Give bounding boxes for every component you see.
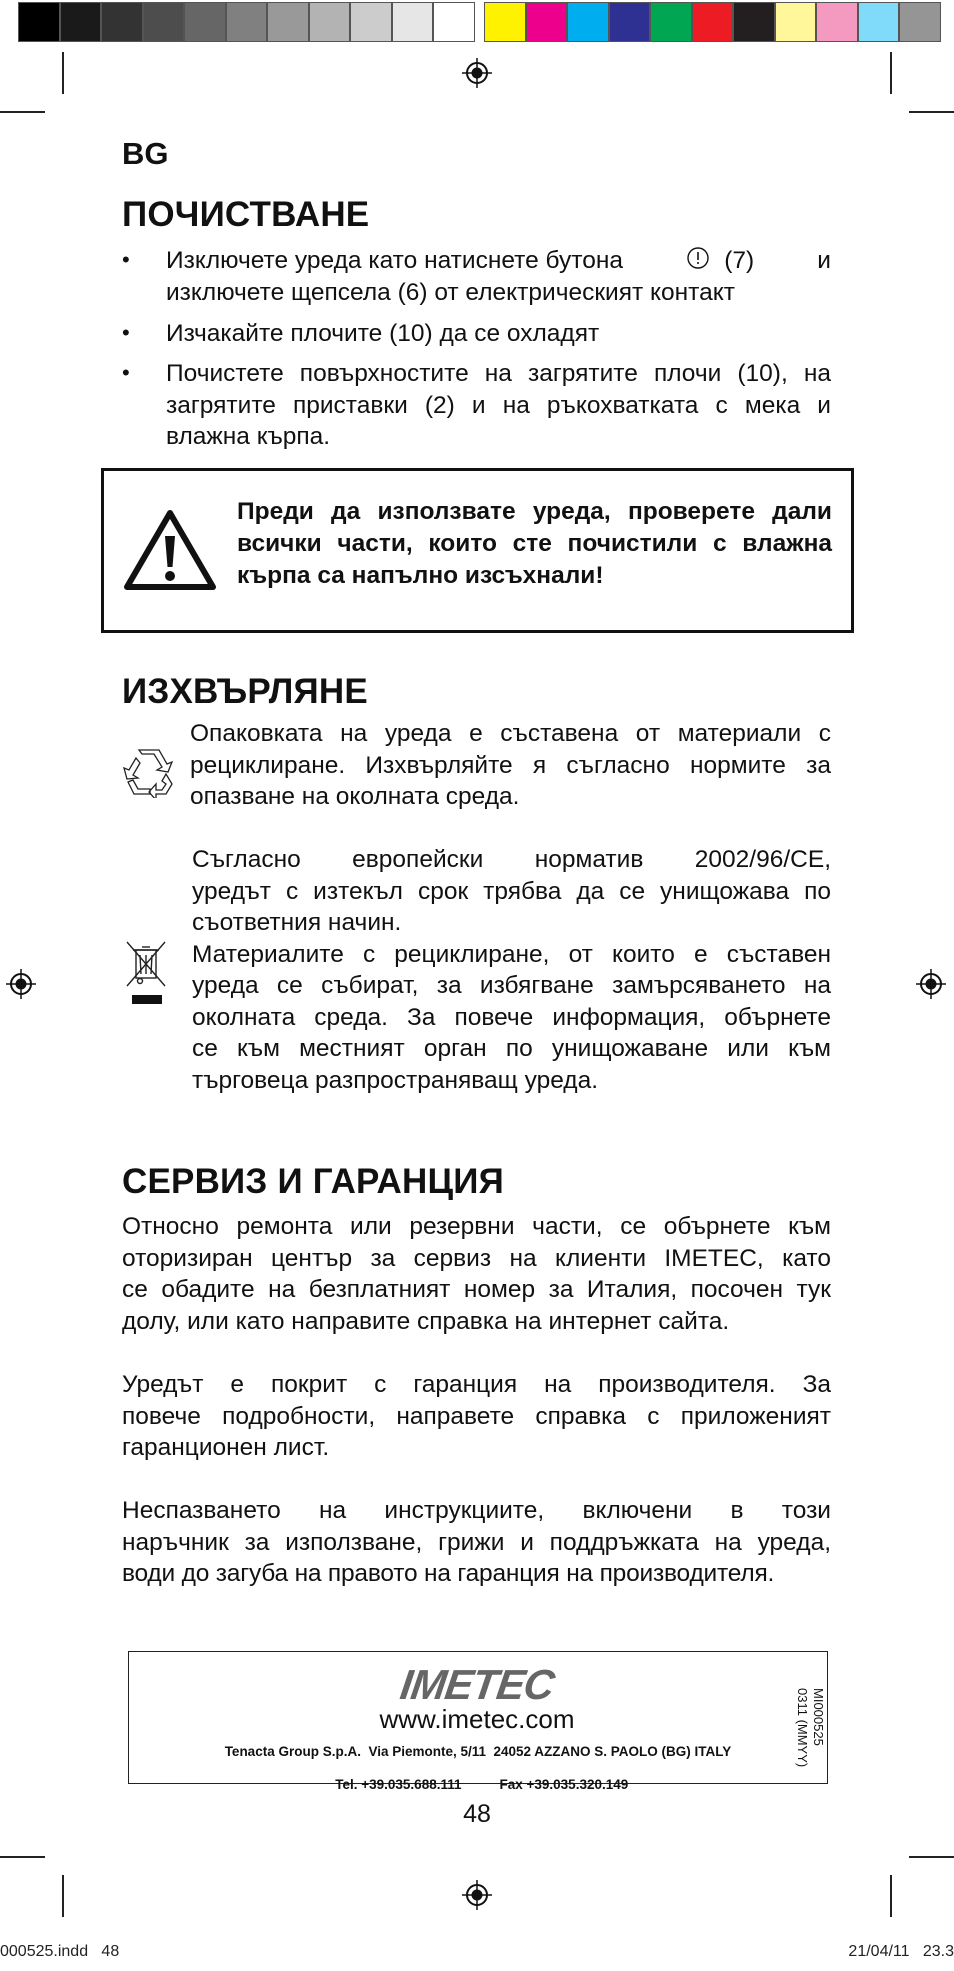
warning-triangle-icon bbox=[122, 508, 218, 592]
disposal-p1-line2: рециклиране. Изхвърляйте я съгласно нормите за bbox=[190, 751, 831, 779]
service-paragraph-2 bbox=[122, 1369, 831, 1464]
cleaning-bullet-3 bbox=[166, 358, 831, 453]
disposal-p2-line5: уреда се събират, за избягване замърсяването на bbox=[192, 972, 831, 999]
service-p1-line2: оторизиран център за сервиз на клиенти IMETEC, като bbox=[122, 1244, 831, 1272]
gray-swatch bbox=[226, 2, 268, 42]
crop-mark bbox=[909, 1856, 954, 1858]
document-code-date: 0311 (MMYY) bbox=[795, 1688, 810, 1768]
warning-line-2: всички части, които сте почистили с влажна bbox=[237, 530, 832, 557]
color-swatch bbox=[692, 2, 734, 42]
cleaning-bullet-3-line2: загрятите приставки (2) и на ръкохватката с мека и bbox=[166, 391, 831, 419]
warning-line-3: кърпа са напълно изсъхнали! bbox=[237, 562, 604, 589]
color-swatch bbox=[899, 2, 941, 42]
crop-mark bbox=[62, 1875, 64, 1917]
color-swatch bbox=[816, 2, 858, 42]
cleaning-bullet-1-text-a: Изключете уреда като натиснете бутона bbox=[166, 247, 624, 274]
color-swatch bbox=[526, 2, 568, 42]
gray-swatch bbox=[267, 2, 309, 42]
disposal-p2-line7: се към местният орган по унищожаване или към bbox=[192, 1035, 831, 1062]
service-p1-line4: долу, или като направите справка на интернет сайта. bbox=[122, 1307, 730, 1335]
color-swatch bbox=[567, 2, 609, 42]
color-swatch bbox=[609, 2, 651, 42]
color-swatch bbox=[858, 2, 900, 42]
disposal-p2-line4: Материалите с рециклиране, от които е съставен bbox=[192, 940, 831, 968]
disposal-p1-line3: опазване на околната среда. bbox=[190, 783, 520, 810]
gray-swatch bbox=[101, 2, 143, 42]
section-title-disposal: ИЗХВЪРЛЯНЕ bbox=[122, 672, 368, 711]
gray-swatch bbox=[184, 2, 226, 42]
cleaning-bullet-1 bbox=[166, 245, 831, 308]
registration-mark-icon bbox=[916, 969, 946, 999]
warning-text bbox=[237, 496, 832, 592]
disposal-paragraph-2 bbox=[192, 844, 831, 1096]
cleaning-bullet-2: Изчакайте плочите (10) да се охладят bbox=[166, 320, 600, 347]
gray-swatch bbox=[143, 2, 185, 42]
phone-number: Tel. +39.035.688.111 bbox=[335, 1777, 462, 1792]
service-paragraph-1 bbox=[122, 1211, 831, 1337]
cleaning-bullet-1-text-c: и bbox=[817, 247, 831, 274]
gray-swatch bbox=[350, 2, 392, 42]
section-title-cleaning: ПОЧИСТВАНЕ bbox=[122, 195, 370, 234]
crossed-bin-icon bbox=[124, 940, 170, 1006]
contact-phone-line bbox=[128, 1762, 828, 1792]
crop-mark bbox=[890, 52, 892, 94]
crop-mark bbox=[890, 1875, 892, 1917]
disposal-p2-line1: Съгласно европейски норматив 2002/96/CE, bbox=[192, 846, 831, 873]
company-address: Tenacta Group S.p.A. Via Piemonte, 5/11 24052 AZZANO S. PAOLO (BG) ITALY bbox=[224, 1744, 732, 1759]
service-p2-line1: Уредът е покрит с гаранция на производителя. За bbox=[122, 1371, 831, 1398]
disposal-p2-line2: уредът с изтекъл срок трябва да се унищожава по bbox=[192, 877, 831, 905]
service-p1-line3: се обадите на безплатният номер за Италия, посочен тук bbox=[122, 1276, 831, 1303]
imetec-logo: IMETEC bbox=[397, 1661, 557, 1708]
section-title-service: СЕРВИЗ И ГАРАНЦИЯ bbox=[122, 1162, 504, 1201]
slug-timestamp: 21/04/11 23.3 bbox=[848, 1943, 954, 1960]
color-swatch bbox=[733, 2, 775, 42]
slug-filename: 000525.indd 48 bbox=[0, 1943, 120, 1960]
service-p2-line2: повече подробности, направете справка с приложеният bbox=[122, 1402, 831, 1430]
warning-line-1: Преди да използвате уреда, проверете дали bbox=[237, 498, 832, 525]
document-code-id: MI000525 bbox=[811, 1688, 826, 1746]
gray-swatch bbox=[433, 2, 475, 42]
crop-mark bbox=[909, 111, 954, 113]
fax-number: Fax +39.035.320.149 bbox=[499, 1777, 629, 1792]
service-p2-line3: гаранционен лист. bbox=[122, 1434, 330, 1461]
disposal-p1-line1: Опаковката на уреда е съставена от материали с bbox=[190, 720, 831, 747]
gray-swatch bbox=[309, 2, 351, 42]
color-swatch bbox=[775, 2, 817, 42]
service-paragraph-3 bbox=[122, 1495, 831, 1590]
crop-mark bbox=[62, 52, 64, 94]
cleaning-bullet-1-text-b: (7) bbox=[724, 247, 755, 274]
recycle-icon bbox=[122, 748, 174, 798]
document-code bbox=[782, 1688, 826, 1776]
color-swatch bbox=[484, 2, 526, 42]
power-icon bbox=[686, 246, 710, 270]
page-number: 48 bbox=[463, 1800, 491, 1828]
gray-swatch bbox=[60, 2, 102, 42]
gray-swatch bbox=[18, 2, 60, 42]
service-p3-line3: води до загуба на правото на гаранция на производителя. bbox=[122, 1560, 775, 1587]
website: www.imetec.com bbox=[379, 1704, 575, 1734]
registration-mark-icon bbox=[6, 969, 36, 999]
disposal-p2-line3: съответния начин. bbox=[192, 909, 402, 936]
gray-swatch bbox=[392, 2, 434, 42]
color-swatch bbox=[650, 2, 692, 42]
cleaning-bullet-1-power bbox=[686, 245, 754, 277]
service-p3-line2: наръчник за използване, грижи и поддръжката на уреда, bbox=[122, 1528, 831, 1556]
bullet: • bbox=[122, 247, 130, 272]
language-code: BG bbox=[122, 136, 169, 171]
disposal-p2-line8: търговеца разпространяващ уреда. bbox=[192, 1066, 599, 1094]
crop-mark bbox=[0, 1856, 45, 1858]
cleaning-bullet-1-line2: изключете щепсела (6) от електрическият контакт bbox=[166, 278, 735, 306]
bullet: • bbox=[122, 360, 130, 385]
service-p3-line1: Неспазването на инструкциите, включени в този bbox=[122, 1497, 831, 1524]
service-p1-line1: Относно ремонта или резервни части, се обърнете към bbox=[122, 1213, 831, 1240]
bullet: • bbox=[122, 320, 130, 345]
registration-mark-icon bbox=[462, 1880, 492, 1910]
cleaning-bullet-3-line1: Почистете повърхностите на загрятите плочи (10), на bbox=[166, 360, 831, 387]
cleaning-bullet-3-line3: влажна кърпа. bbox=[166, 423, 331, 450]
registration-mark-icon bbox=[462, 58, 492, 88]
disposal-paragraph-1 bbox=[190, 718, 831, 813]
crop-mark bbox=[0, 111, 45, 113]
disposal-p2-line6: околната среда. За повече информация, обърнете bbox=[192, 1003, 831, 1031]
